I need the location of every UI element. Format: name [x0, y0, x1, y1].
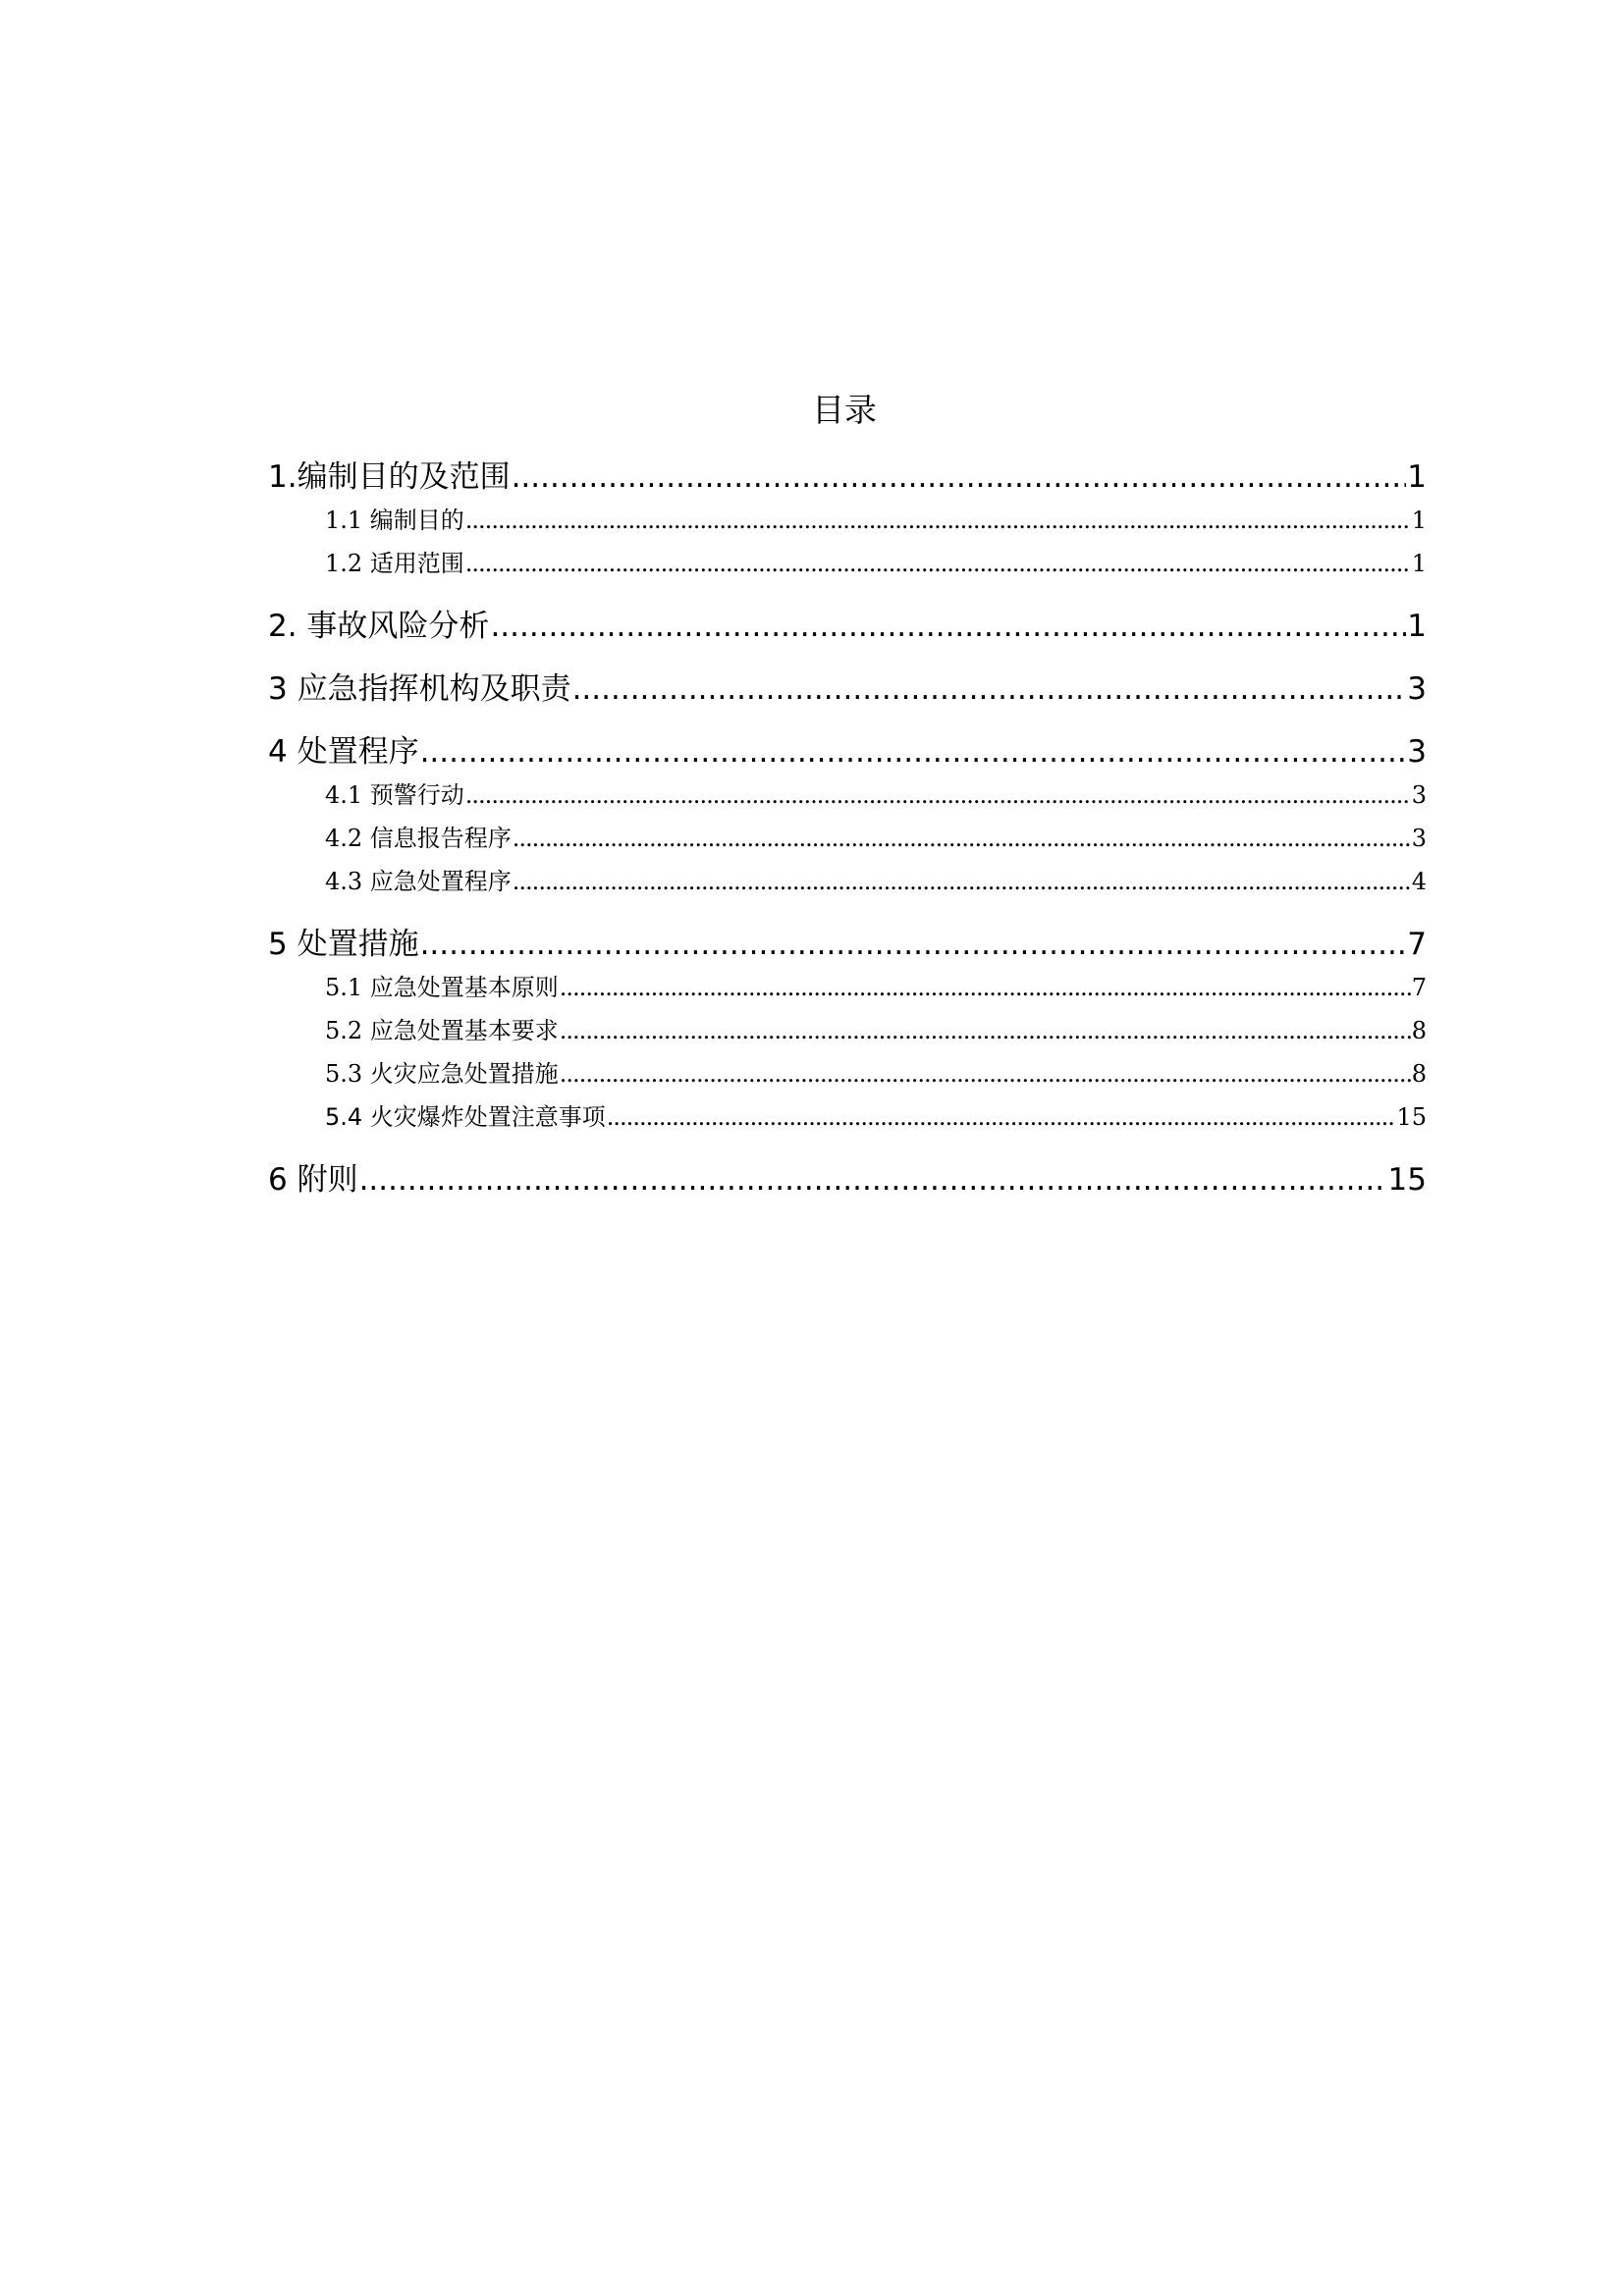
- dot-leader: [465, 542, 1411, 585]
- toc-entry-label: 6 附则: [268, 1162, 358, 1198]
- dot-leader: [560, 966, 1411, 1009]
- dot-leader: [560, 1009, 1411, 1052]
- dot-leader: [490, 605, 1406, 648]
- toc-entry-4-3[interactable]: [268, 860, 1427, 903]
- toc-entry-4[interactable]: [268, 730, 1427, 774]
- toc-entry-label: 2. 事故风险分析: [268, 609, 490, 644]
- dot-leader: [465, 499, 1411, 542]
- toc-entry-label: 1.1 编制目的: [325, 507, 464, 534]
- dot-leader: [420, 923, 1407, 966]
- toc-entry-label: 4.1 预警行动: [325, 781, 464, 809]
- toc-entry-label: 4.3 应急处置程序: [325, 868, 512, 895]
- dot-leader: [359, 1158, 1387, 1201]
- dot-leader: [572, 667, 1407, 711]
- toc-page-number: 8: [1411, 1060, 1427, 1088]
- toc-entry-label: 5.3 火灾应急处置措施: [325, 1060, 559, 1088]
- toc-entry-label: 5.1 应急处置基本原则: [325, 974, 559, 1001]
- toc-page-number: 1: [1407, 609, 1427, 644]
- toc-page-number: 8: [1411, 1017, 1427, 1044]
- dot-leader: [512, 455, 1407, 499]
- toc-page-number: 3: [1407, 734, 1427, 770]
- toc-entry-label: 3 应急指挥机构及职责: [268, 671, 571, 707]
- table-of-contents: [268, 455, 1427, 1201]
- toc-entry-4-1[interactable]: [268, 774, 1427, 817]
- dot-leader: [607, 1095, 1396, 1139]
- toc-page-number: 15: [1396, 1103, 1427, 1131]
- toc-entry-label: 5 处置措施: [268, 927, 419, 962]
- dot-leader: [560, 1052, 1411, 1095]
- toc-entry-5-1[interactable]: [268, 966, 1427, 1009]
- toc-entry-label: 4.2 信息报告程序: [325, 825, 512, 852]
- dot-leader: [465, 774, 1411, 817]
- toc-entry-6[interactable]: [268, 1158, 1427, 1201]
- toc-entry-4-2[interactable]: [268, 817, 1427, 860]
- toc-entry-3[interactable]: [268, 667, 1427, 711]
- toc-entry-5-3[interactable]: [268, 1052, 1427, 1095]
- toc-page-number: 1: [1407, 459, 1427, 495]
- toc-entry-1-2[interactable]: [268, 542, 1427, 585]
- toc-entry-label: 1.2 适用范围: [325, 550, 464, 577]
- toc-title: 目录: [812, 391, 877, 429]
- toc-entry-1-1[interactable]: [268, 499, 1427, 542]
- toc-entry-label: 1.编制目的及范围: [268, 459, 511, 495]
- toc-entry-1[interactable]: [268, 455, 1427, 499]
- toc-page-number: 4: [1411, 868, 1427, 895]
- toc-page-number: 7: [1411, 974, 1427, 1001]
- toc-page-number: 7: [1407, 927, 1427, 962]
- toc-page-number: 15: [1387, 1162, 1427, 1198]
- toc-page-number: 3: [1411, 781, 1427, 809]
- toc-page-number: 3: [1407, 671, 1427, 707]
- toc-page-number: 1: [1411, 507, 1427, 534]
- toc-entry-label: 5.4 火灾爆炸处置注意事项: [325, 1103, 606, 1131]
- dot-leader: [513, 860, 1411, 903]
- toc-entry-5[interactable]: [268, 923, 1427, 966]
- toc-entry-5-4[interactable]: [268, 1095, 1427, 1139]
- toc-entry-label: 5.2 应急处置基本要求: [325, 1017, 559, 1044]
- dot-leader: [420, 730, 1407, 774]
- toc-page-number: 3: [1411, 825, 1427, 852]
- dot-leader: [513, 817, 1411, 860]
- toc-page-number: 1: [1411, 550, 1427, 577]
- toc-entry-5-2[interactable]: [268, 1009, 1427, 1052]
- toc-entry-2[interactable]: [268, 605, 1427, 648]
- toc-entry-label: 4 处置程序: [268, 734, 419, 770]
